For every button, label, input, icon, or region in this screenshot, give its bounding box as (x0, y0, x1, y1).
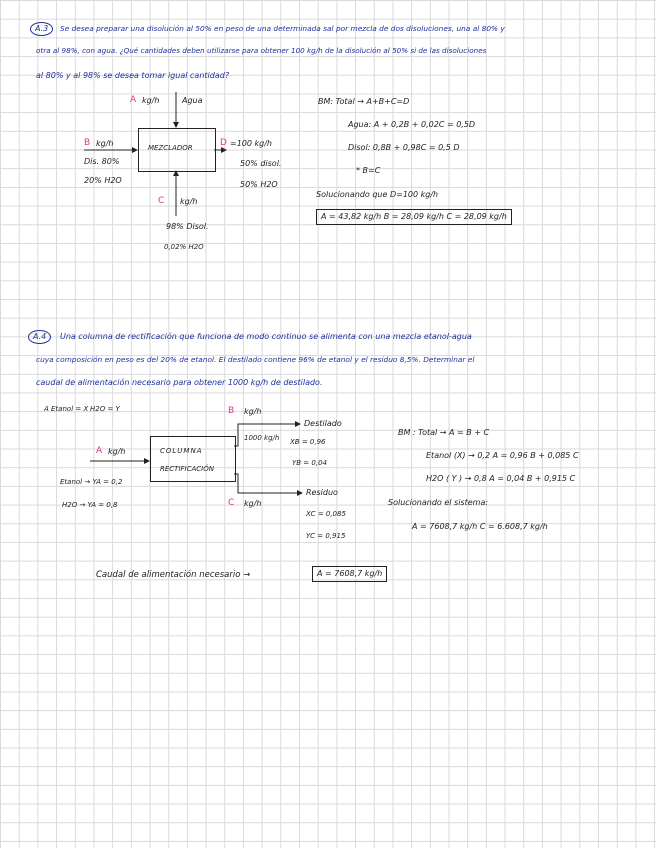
solving-note: Solucionando el sistema: (388, 498, 489, 507)
mass-balance-water: H2O ( Y ) → 0,8 A = 0,04 B + 0,915 C (426, 474, 576, 483)
problem-statement-line: caudal de alimentación necesario para obtener 1000 kg/h de destilado. (36, 378, 323, 387)
stream-c-letter: C (158, 196, 165, 206)
result-box: A = 43,82 kg/h B = 28,09 kg/h C = 28,09 kg/h (316, 209, 512, 225)
stream-b-unit: kg/h (96, 139, 114, 148)
stream-b-dissolution: Dis. 80% (84, 157, 120, 166)
mass-balance-solute: Disol: 0,8B + 0,98C = 0,5 D (348, 143, 460, 152)
stream-a-letter: A (96, 446, 103, 456)
stream-a-water: Agua (182, 96, 203, 105)
mass-balance-total: BM: Total → A+B+C=D (318, 97, 410, 106)
system-results: A = 7608,7 kg/h C = 6.608,7 kg/h (412, 522, 548, 531)
feed-water-fraction: H2O → YA = 0,8 (62, 501, 118, 509)
stream-c-unit: kg/h (244, 499, 262, 508)
mass-balance-water: Agua: A + 0,2B + 0,02C = 0,5D (348, 120, 476, 129)
problem-statement-line: Una columna de rectificación que funciona de modo continuo se alimenta con una mezcla etanol-agua (60, 332, 472, 341)
distillate-flow: 1000 kg/h (244, 434, 280, 442)
stream-c-dissolution: 98% Disol. (166, 222, 209, 231)
stream-d-letter: D (220, 138, 227, 148)
stream-d-dissolution: 50% disol. (240, 159, 282, 168)
final-answer-box: A = 7608,7 kg/h (312, 566, 387, 582)
distillate-label: Destilado (304, 419, 342, 428)
problem-statement-line: otra al 98%, con agua. ¿Qué cantidades deben utilizarse para obtener 100 kg/h de la disolución al 50% si de las disoluciones (36, 46, 487, 55)
mixer-label: MEZCLADOR (148, 144, 193, 152)
feed-etanol-x: A Etanol = X (44, 405, 89, 413)
stream-c-unit: kg/h (180, 197, 198, 206)
distillate-yb: YB = 0,04 (292, 459, 327, 467)
residue-label: Residuo (306, 488, 338, 497)
mass-balance-ethanol: Etanol (X) → 0,2 A = 0,96 B + 0,085 C (426, 451, 579, 460)
feed-water-y: H2O = Y (90, 405, 120, 413)
feed-etanol-fraction: Etanol → YA = 0,2 (60, 478, 123, 486)
residue-xc: XC = 0,085 (306, 510, 346, 518)
column-label-2: RECTIFICACIÓN (160, 465, 214, 473)
stream-b-letter: B (84, 138, 91, 148)
problem-statement-line: al 80% y al 98% se desea tomar igual cantidad? (36, 71, 230, 80)
stream-b-unit: kg/h (244, 407, 262, 416)
residue-arrow (234, 474, 302, 493)
stream-d-unit: =100 kg/h (230, 139, 272, 148)
problem-number-badge: A.3 (30, 22, 53, 36)
distillate-arrow (234, 424, 300, 446)
stream-b-water: 20% H2O (84, 176, 122, 185)
solving-note: Solucionando que D=100 kg/h (316, 190, 439, 199)
stream-c-water: 0,02% H2O (164, 243, 204, 251)
stream-a-letter: A (130, 95, 137, 105)
condition-b-equals-c: * B=C (356, 166, 381, 175)
stream-d-water: 50% H2O (240, 180, 278, 189)
stream-a-unit: kg/h (142, 96, 160, 105)
problem-statement-line: cuya composición en peso es del 20% de etanol. El destilado contiene 96% de etanol y el residuo 8,5%. Determinar el (36, 355, 475, 364)
residue-yc: YC = 0,915 (306, 532, 346, 540)
mass-balance-total: BM : Total → A = B + C (398, 428, 490, 437)
stream-c-letter: C (228, 498, 235, 508)
problem-number-badge: A.4 (28, 330, 51, 344)
distillate-xb: XB = 0,96 (290, 438, 326, 446)
final-answer-label: Caudal de alimentación necesario → (96, 570, 251, 580)
column-label: COLUMNA (160, 447, 203, 455)
stream-b-letter: B (228, 406, 235, 416)
problem-statement-line: Se desea preparar una disolución al 50% en peso de una determinada sal por mezcla de dos disoluciones, una al 80% y (60, 24, 505, 33)
stream-a-unit: kg/h (108, 447, 126, 456)
